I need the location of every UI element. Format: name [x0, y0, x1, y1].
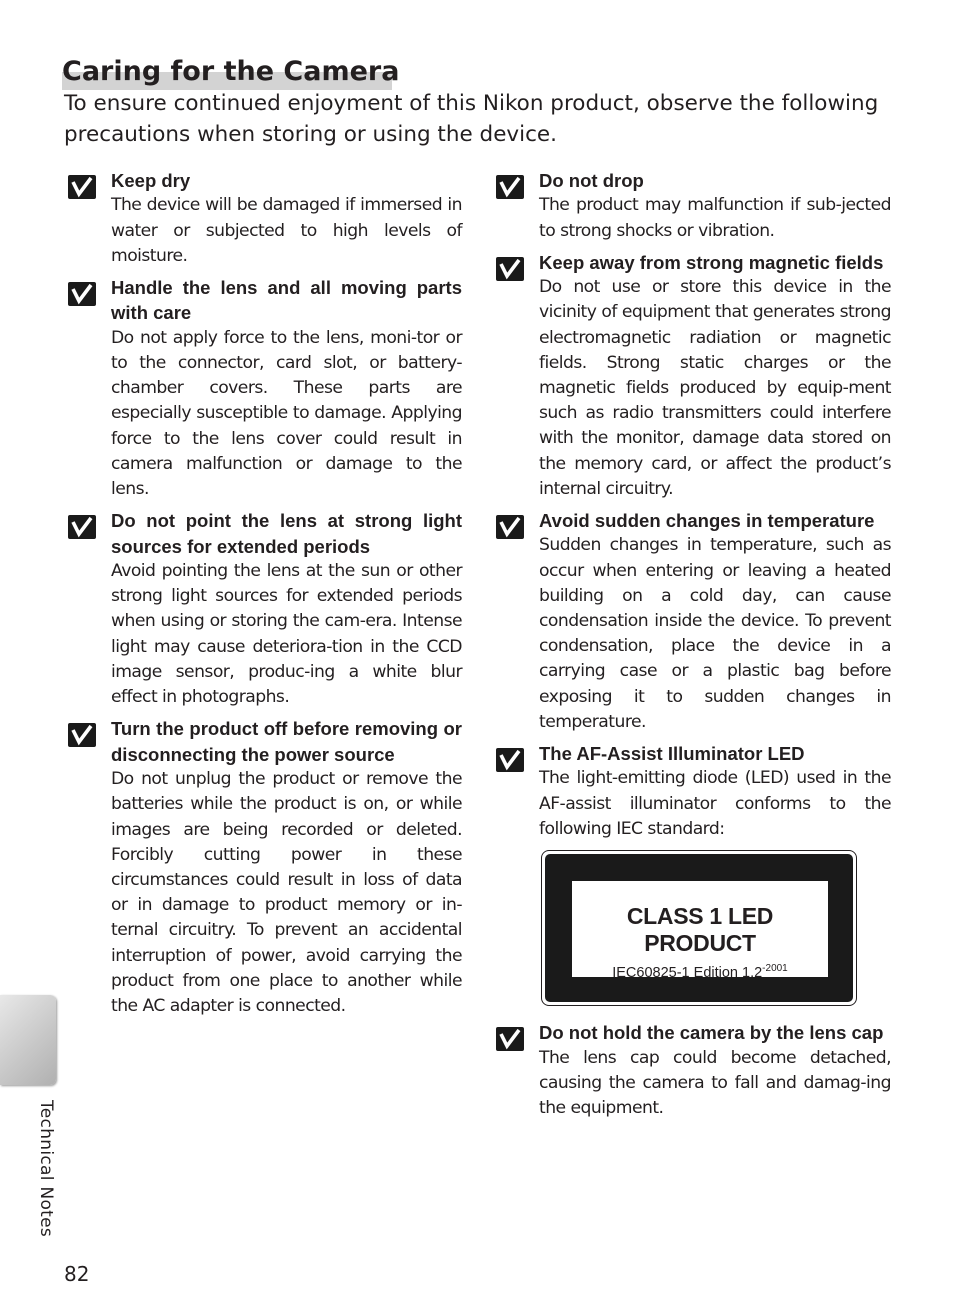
precaution-item — [64, 168, 462, 269]
section-tab-label: Technical Notes — [36, 1100, 56, 1238]
led-standard-text: IEC60825-1 Edition 1.2 — [612, 964, 763, 981]
precaution-item — [64, 508, 462, 710]
precaution-heading: Keep away from strong magnetic fields — [539, 251, 884, 273]
page-title-block — [62, 54, 399, 90]
precaution-body: The light-emitting diode (LED) used in the AF-assist illuminator conforms to the following IEC standard: — [539, 768, 891, 839]
left-column — [64, 168, 462, 1025]
page-number: 82 — [64, 1262, 90, 1286]
page-title: Caring for the Camera — [62, 56, 400, 87]
checkmark-icon — [496, 515, 524, 539]
led-label-standard — [572, 963, 828, 981]
checkmark-icon — [496, 257, 524, 281]
checkmark-icon — [68, 175, 96, 199]
precaution-item — [64, 716, 462, 1019]
precaution-body: Do not unplug the product or remove the batteries while the product is on, or while images are being recorded or deleted. Forcibly cutting power in these circumstances could result in loss of data or in damage to product memory or in-ternal circuitry. To prevent an accidental interruption of power, avoid carrying the product from one place to another while the AC adapter is connected. — [111, 769, 462, 1016]
checkmark-icon — [496, 1027, 524, 1051]
led-class-label — [541, 850, 857, 1006]
precaution-heading: Do not drop — [539, 170, 644, 191]
precaution-body: The lens cap could become detached, causing the camera to fall and damag-ing the equipment. — [539, 1047, 891, 1118]
intro-paragraph: To ensure continued enjoyment of this Nikon product, observe the following precautions when storing or using the device. — [64, 91, 879, 147]
led-label-panel — [572, 881, 828, 981]
precaution-item — [492, 508, 891, 735]
checkmark-icon — [496, 175, 524, 199]
right-column — [492, 168, 891, 1127]
precaution-body: Avoid pointing the lens at the sun or other strong light sources for extended periods when using or storing the cam-era. Intense light may cause deteriora-tion in the CCD image sensor, produc-ing a white blur effect in photographs. — [111, 561, 462, 708]
checkmark-icon — [68, 515, 96, 539]
precaution-item — [492, 250, 891, 502]
precaution-item — [492, 1020, 891, 1121]
precaution-body: Sudden changes in temperature, such as occur when entering or leaving a heated building on a cold day, can cause condensation inside the device. To prevent condensation, place the device in a carrying case or a plastic bag before exposing it to sudden changes in temperature. — [539, 535, 891, 732]
led-label-title: CLASS 1 LED PRODUCT — [626, 903, 774, 957]
precaution-item — [64, 275, 462, 502]
precaution-body: The device will be damaged if immersed in water or subjected to high levels of moisture. — [111, 195, 462, 266]
precaution-heading: The AF-Assist Illuminator LED — [539, 743, 805, 765]
precaution-heading: Do not point the lens at strong light sources for extended periods — [111, 510, 462, 557]
led-label-frame — [545, 854, 853, 1002]
precaution-heading: Handle the lens and all moving parts with care — [111, 277, 462, 324]
precaution-item — [492, 168, 891, 244]
precaution-heading: Do not hold the camera by the lens cap — [539, 1022, 884, 1044]
checkmark-icon — [68, 282, 96, 306]
section-tab — [0, 995, 56, 1085]
precaution-body: Do not apply force to the lens, moni-tor or to the connector, card slot, or battery-chamber covers. These parts are especially susceptible to damage. Applying force to the lens cover could result in camera malfunction or damage to the lens. — [111, 327, 462, 500]
led-standard-year: -2001 — [762, 963, 788, 975]
precaution-item — [492, 741, 891, 1006]
precaution-heading: Avoid sudden changes in temperature — [539, 510, 875, 532]
checkmark-icon — [496, 748, 524, 772]
precaution-body: The product may malfunction if sub-jected to strong shocks or vibration. — [539, 195, 891, 241]
precaution-heading: Turn the product off before removing or disconnecting the power source — [111, 718, 462, 765]
precaution-heading: Keep dry — [111, 170, 191, 191]
checkmark-icon — [68, 723, 96, 747]
precaution-body: Do not use or store this device in the vicinity of equipment that generates strong electromagnetic radiation or magnetic fields. Strong static charges or the magnetic fields produced by equip-ment such as radio transmitters could interfere with the monitor, damage data stored on the memory card, or affect the product’s internal circuitry. — [539, 277, 891, 499]
